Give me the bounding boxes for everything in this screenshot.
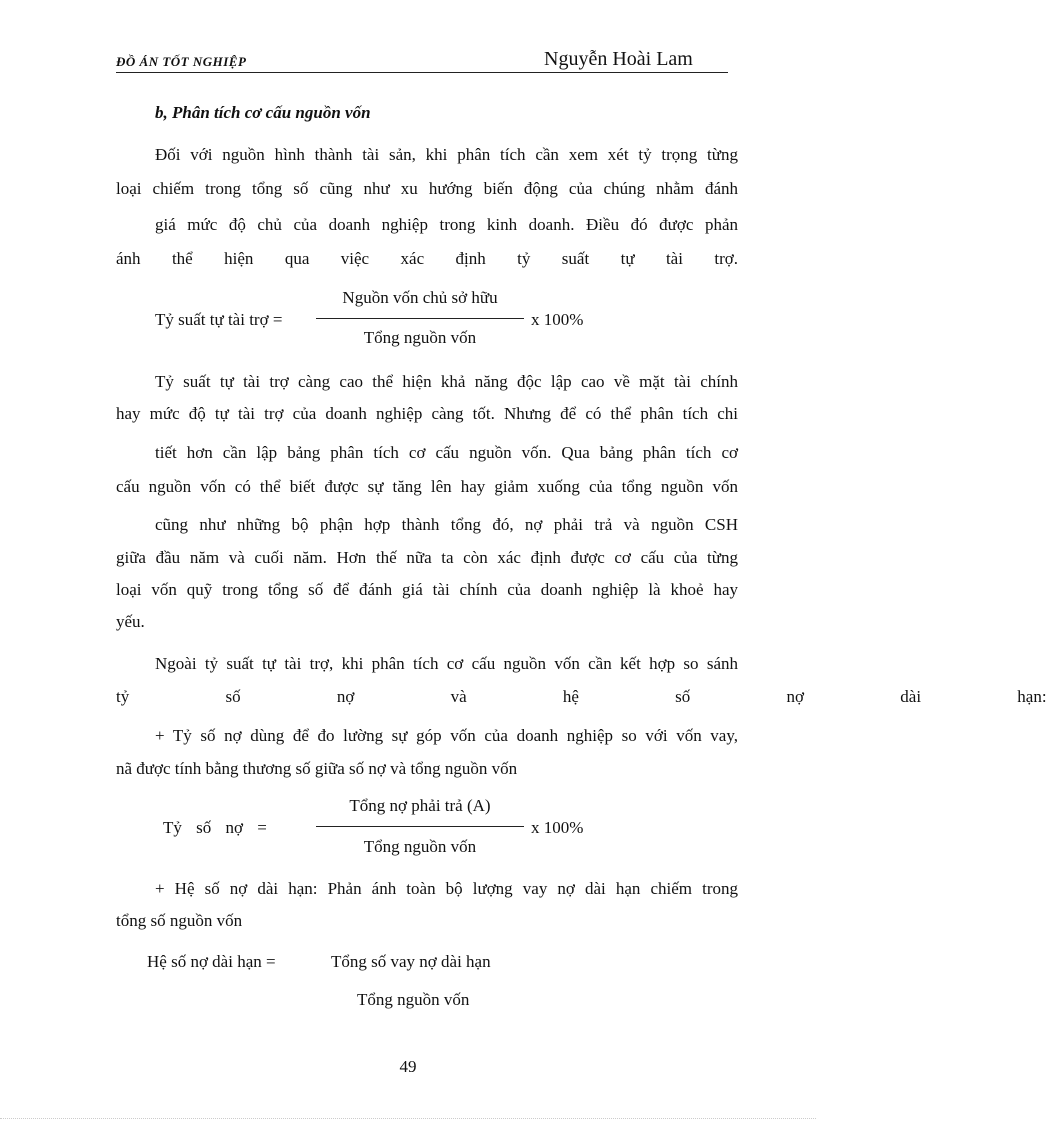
paragraph-line: nã được tính bằng thương số giữa số nợ và tổng nguồn vốn bbox=[116, 759, 518, 778]
paragraph-line: cũng như những bộ phận hợp thành tổng đó, nợ phải trả và nguồn CSH bbox=[155, 515, 738, 534]
section-heading: b, Phân tích cơ cấu nguồn vốn bbox=[155, 103, 371, 122]
formula-label: Hệ số nợ dài hạn = bbox=[147, 952, 276, 971]
paragraph-line: Đối với nguồn hình thành tài sản, khi phân tích cần xem xét tỷ trọng từng bbox=[155, 145, 738, 164]
fraction-bar bbox=[316, 826, 524, 827]
formula-multiplier: x 100% bbox=[531, 818, 584, 837]
formula-label: Tỷ số nợ = bbox=[163, 818, 267, 837]
paragraph-line: giá mức độ chủ của doanh nghiệp trong kinh doanh. Điều đó được phản bbox=[155, 215, 738, 234]
paragraph-line: + Tỷ số nợ dùng để đo lường sự góp vốn của doanh nghiệp so với vốn vay, bbox=[155, 726, 738, 745]
paragraph-line: loại chiếm trong tổng số cũng như xu hướng biến động của chúng nhằm đánh bbox=[116, 179, 738, 198]
header-divider bbox=[116, 72, 728, 73]
paragraph-line: tiết hơn cần lập bảng phân tích cơ cấu nguồn vốn. Qua bảng phân tích cơ bbox=[155, 443, 738, 462]
paragraph-line: yếu. bbox=[116, 612, 145, 631]
formula-denominator: Tổng nguồn vốn bbox=[363, 837, 477, 856]
paragraph-line: Ngoài tỷ suất tự tài trợ, khi phân tích cơ cấu nguồn vốn cần kết hợp so sánh bbox=[155, 654, 738, 673]
paragraph-line: loại vốn quỹ trong tổng số để đánh giá tài chính của doanh nghiệp là khoẻ hay bbox=[116, 580, 738, 599]
paragraph-line: hay mức độ tự tài trợ của doanh nghiệp càng tốt. Nhưng để có thể phân tích chi bbox=[116, 404, 738, 423]
paragraph-line: tỷ số nợ và hệ số nợ dài hạn: bbox=[116, 687, 1047, 706]
paragraph-line: + Hệ số nợ dài hạn: Phản ánh toàn bộ lượng vay nợ dài hạn chiếm trong bbox=[155, 879, 738, 898]
formula-denominator: Tổng nguồn vốn bbox=[363, 328, 477, 347]
formula-numerator: Nguồn vốn chủ sở hữu bbox=[342, 288, 498, 307]
paragraph-line: giữa đầu năm và cuối năm. Hơn thế nữa ta còn xác định được cơ cấu của từng bbox=[116, 548, 738, 567]
fraction-bar bbox=[316, 318, 524, 319]
formula-multiplier: x 100% bbox=[531, 310, 584, 329]
formula-numerator: Tổng nợ phải trả (A) bbox=[349, 796, 491, 815]
page-bottom-divider bbox=[0, 1118, 816, 1119]
paragraph-line: ánh thể hiện qua việc xác định tỷ suất tự tài trợ. bbox=[116, 249, 738, 268]
paragraph-line: tổng số nguồn vốn bbox=[116, 911, 243, 930]
formula-label: Tỷ suất tự tài trợ = bbox=[155, 310, 283, 329]
formula-numerator: Tổng số vay nợ dài hạn bbox=[331, 952, 491, 971]
formula-denominator: Tổng nguồn vốn bbox=[357, 990, 470, 1009]
header-author: Nguyễn Hoài Lam bbox=[544, 48, 693, 70]
page-number: 49 bbox=[399, 1057, 417, 1076]
header-title: ĐỒ ÁN TỐT NGHIỆP bbox=[116, 54, 247, 69]
paragraph-line: cấu nguồn vốn có thể biết được sự tăng lên hay giảm xuống của tổng nguồn vốn bbox=[116, 477, 738, 496]
paragraph-line: Tỷ suất tự tài trợ càng cao thể hiện khả năng độc lập cao về mặt tài chính bbox=[155, 372, 738, 391]
